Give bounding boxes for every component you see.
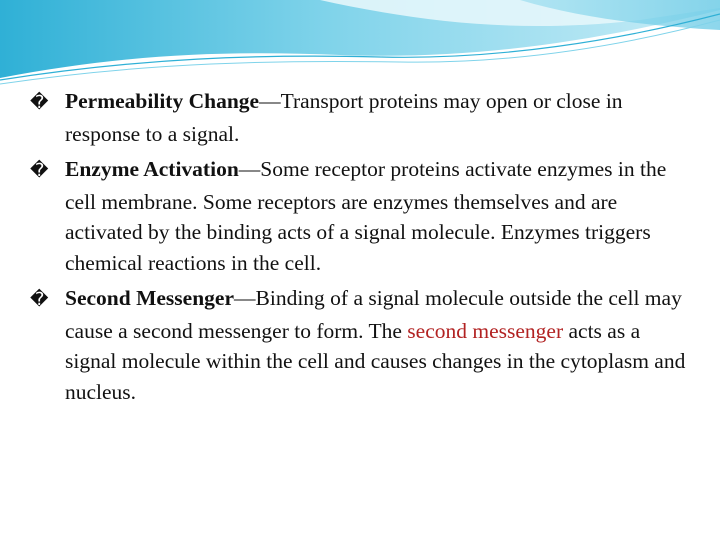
bullet-item-second-messenger	[30, 283, 690, 407]
bullet-marker: �	[30, 289, 49, 310]
term-permeability-change: Permeability Change	[65, 89, 260, 113]
term-second-messenger: Second Messenger	[65, 286, 234, 310]
item-text: Some receptor proteins activate enzymes in the cell membrane. Some receptors are enzymes themselves and are activated by the binding acts of a signal molecule. Enzymes triggers chemical reactions in the cell.	[65, 157, 667, 275]
header-wave-decoration	[0, 0, 720, 90]
bullet-item-enzyme	[30, 154, 690, 278]
term-enzyme-activation: Enzyme Activation	[65, 157, 239, 181]
bullet-marker: �	[30, 92, 49, 113]
em-dash: —	[234, 286, 256, 310]
em-dash: —	[238, 157, 261, 181]
bullet-list	[30, 86, 690, 412]
item-text: Transport proteins may open or close in response to a signal.	[65, 89, 623, 146]
bullet-item-permeability	[30, 86, 690, 149]
item-text-after: acts as a signal molecule within the cell and causes changes in the cytoplasm and nucleus.	[65, 318, 686, 404]
em-dash: —	[259, 89, 281, 113]
item-text-before: Binding of a signal molecule outside the cell may cause a second messenger to form. The	[65, 286, 682, 343]
highlighted-term: second messenger	[407, 318, 564, 343]
bullet-marker: �	[30, 160, 49, 181]
